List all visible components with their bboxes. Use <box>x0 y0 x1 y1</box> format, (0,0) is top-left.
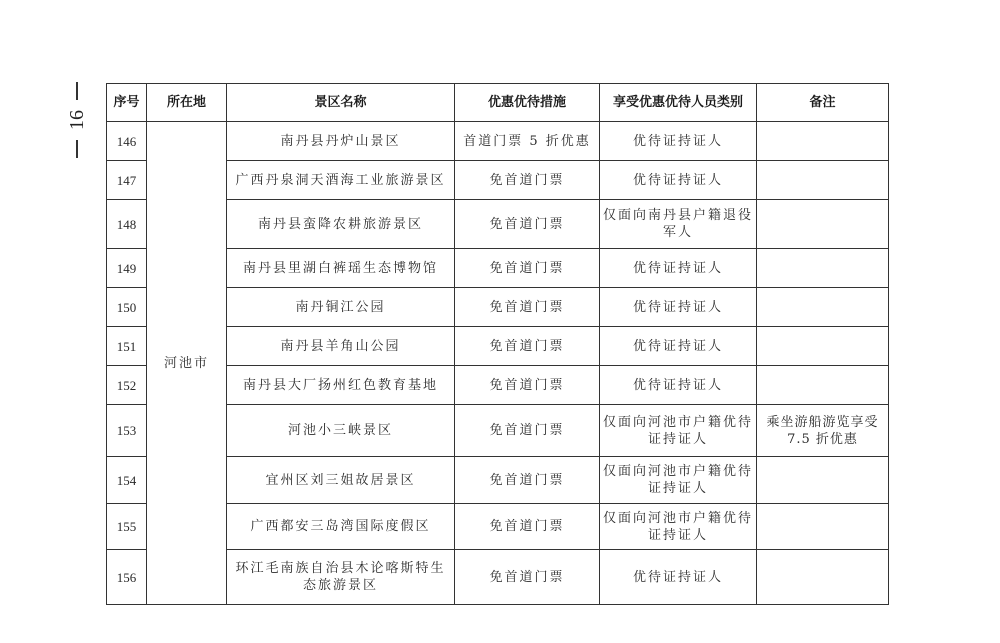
scenic-name: 南丹县羊角山公园 <box>227 327 455 366</box>
row-number: 146 <box>107 122 147 161</box>
row-number: 148 <box>107 200 147 249</box>
remarks <box>757 249 889 288</box>
remarks <box>757 122 889 161</box>
header-location: 所在地 <box>147 84 227 122</box>
table-header-row <box>107 84 889 122</box>
discount-measure: 免首道门票 <box>455 457 600 504</box>
scenic-name: 河池小三峡景区 <box>227 405 455 457</box>
remarks <box>757 327 889 366</box>
discount-measure: 免首道门票 <box>455 200 600 249</box>
eligible-category: 仅面向河池市户籍优待证持证人 <box>600 405 757 457</box>
scenic-name: 广西都安三岛湾国际度假区 <box>227 504 455 550</box>
eligible-category: 优待证持证人 <box>600 288 757 327</box>
discount-measure: 免首道门票 <box>455 288 600 327</box>
remarks <box>757 504 889 550</box>
discount-measure: 免首道门票 <box>455 405 600 457</box>
page-number-text: 16 <box>66 110 88 130</box>
header-remarks: 备注 <box>757 84 889 122</box>
discount-measure: 免首道门票 <box>455 249 600 288</box>
eligible-category: 优待证持证人 <box>600 366 757 405</box>
row-number: 149 <box>107 249 147 288</box>
scenic-name: 南丹县里湖白裤瑶生态博物馆 <box>227 249 455 288</box>
scenic-name: 南丹县大厂扬州红色教育基地 <box>227 366 455 405</box>
eligible-category: 优待证持证人 <box>600 161 757 200</box>
remarks <box>757 366 889 405</box>
page-number <box>64 82 90 172</box>
discount-measure: 免首道门票 <box>455 327 600 366</box>
row-number: 152 <box>107 366 147 405</box>
table-row <box>107 122 889 161</box>
eligible-category: 优待证持证人 <box>600 550 757 605</box>
eligible-category: 仅面向河池市户籍优待证持证人 <box>600 504 757 550</box>
eligible-category: 仅面向南丹县户籍退役军人 <box>600 200 757 249</box>
scenic-name: 宜州区刘三姐故居景区 <box>227 457 455 504</box>
row-number: 147 <box>107 161 147 200</box>
remarks <box>757 550 889 605</box>
scenic-name: 南丹县丹炉山景区 <box>227 122 455 161</box>
discount-measure: 首道门票 5 折优惠 <box>455 122 600 161</box>
header-discount-measure: 优惠优待措施 <box>455 84 600 122</box>
remarks <box>757 161 889 200</box>
row-number: 156 <box>107 550 147 605</box>
scenic-name: 南丹铜江公园 <box>227 288 455 327</box>
scenic-name: 广西丹泉洞天酒海工业旅游景区 <box>227 161 455 200</box>
eligible-category: 优待证持证人 <box>600 122 757 161</box>
eligible-category: 优待证持证人 <box>600 249 757 288</box>
header-serial-number: 序号 <box>107 84 147 122</box>
discount-measure: 免首道门票 <box>455 161 600 200</box>
page-number-dash-top <box>76 82 77 100</box>
row-number: 150 <box>107 288 147 327</box>
header-scenic-name: 景区名称 <box>227 84 455 122</box>
discount-measure: 免首道门票 <box>455 366 600 405</box>
eligible-category: 仅面向河池市户籍优待证持证人 <box>600 457 757 504</box>
remarks <box>757 288 889 327</box>
header-eligible-category: 享受优惠优待人员类别 <box>600 84 757 122</box>
remarks: 乘坐游船游览享受 7.5 折优惠 <box>757 405 889 457</box>
row-number: 155 <box>107 504 147 550</box>
discount-measure: 免首道门票 <box>455 550 600 605</box>
scenic-name: 南丹县蛮降农耕旅游景区 <box>227 200 455 249</box>
row-number: 151 <box>107 327 147 366</box>
remarks <box>757 457 889 504</box>
scenic-name: 环江毛南族自治县木论喀斯特生态旅游景区 <box>227 550 455 605</box>
eligible-category: 优待证持证人 <box>600 327 757 366</box>
remarks <box>757 200 889 249</box>
row-number: 153 <box>107 405 147 457</box>
row-number: 154 <box>107 457 147 504</box>
page-number-dash-bottom <box>76 140 77 158</box>
discount-measure: 免首道门票 <box>455 504 600 550</box>
scenic-discount-table <box>106 83 889 605</box>
location-cell: 河池市 <box>147 122 227 605</box>
